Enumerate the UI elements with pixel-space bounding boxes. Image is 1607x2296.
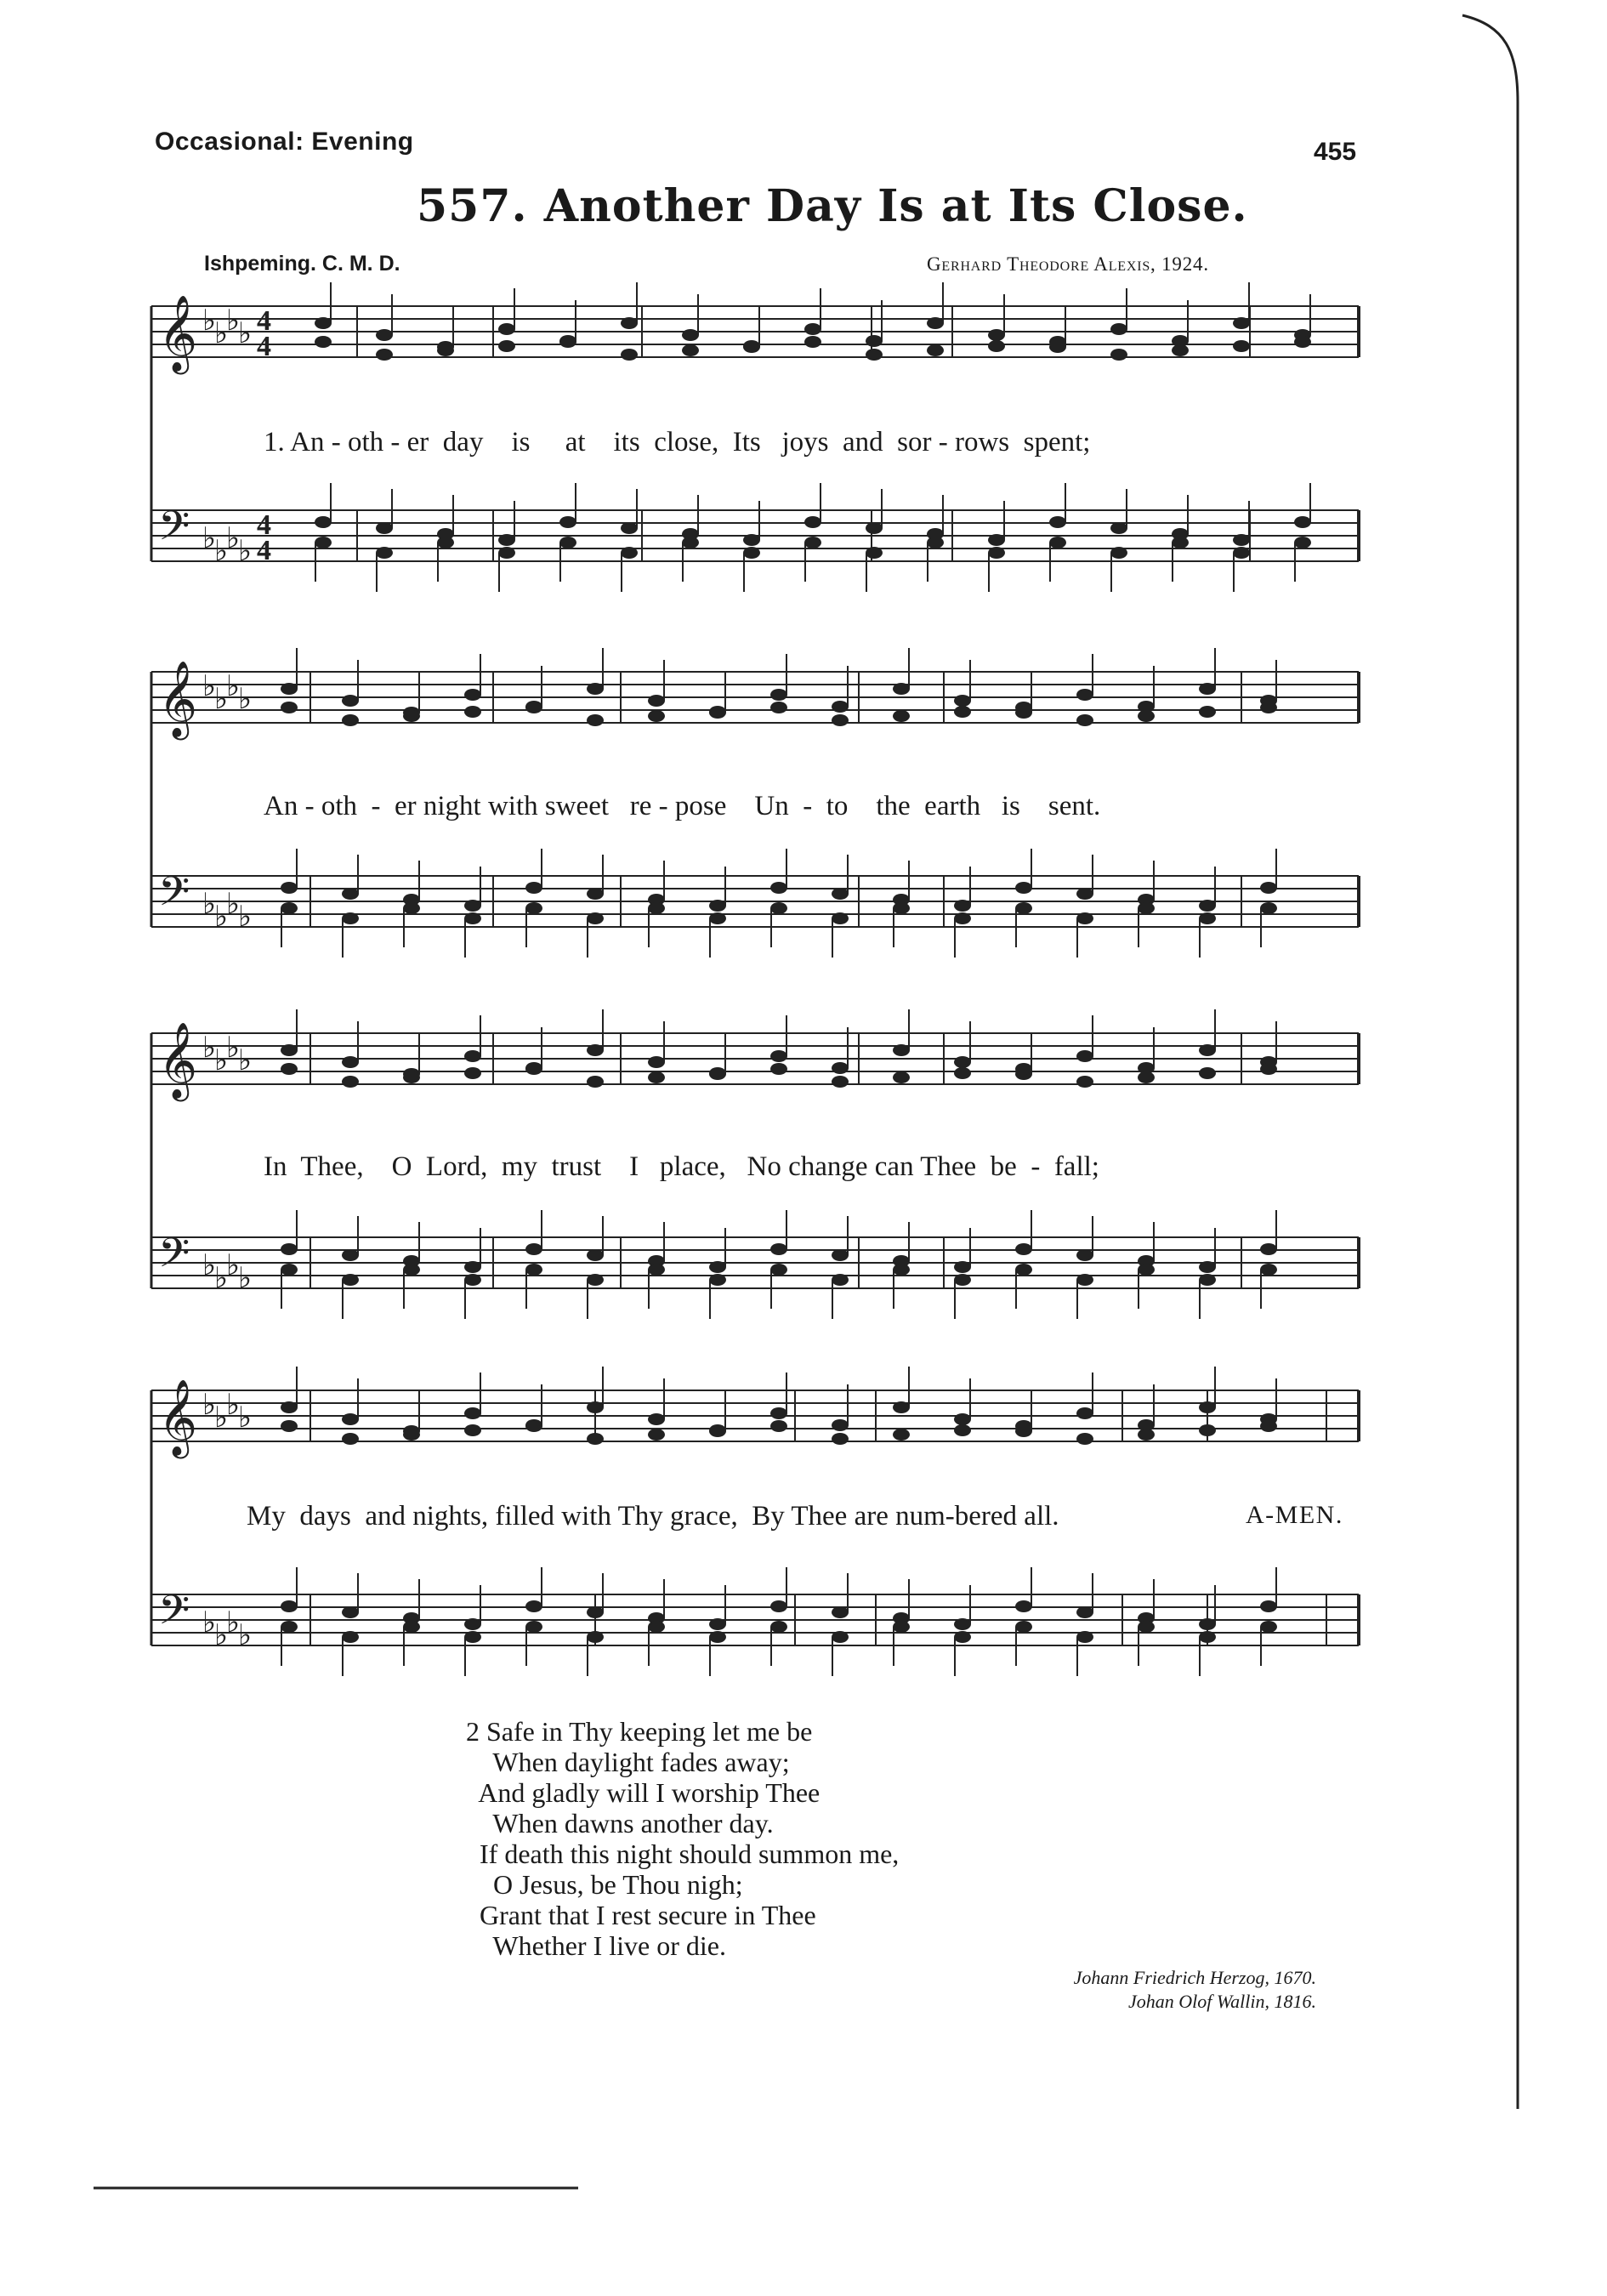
flat-icon: ♭ <box>202 669 217 703</box>
time-signature: 4 <box>257 509 271 541</box>
note-head <box>587 1631 604 1643</box>
note-head <box>1110 547 1127 559</box>
note-head <box>1199 900 1216 912</box>
flat-icon: ♭ <box>238 534 253 568</box>
note-head <box>587 888 604 900</box>
note-head <box>587 1274 604 1286</box>
flat-icon: ♭ <box>202 1605 217 1640</box>
flat-icon: ♭ <box>214 1618 229 1652</box>
note-head <box>587 683 604 695</box>
flat-icon: ♭ <box>214 1261 229 1295</box>
lyric-line-2: An - oth - er night with sweet re - pose Un - to the earth is sent. <box>264 791 1101 821</box>
note-head <box>281 1063 298 1075</box>
note-head <box>376 522 393 534</box>
hymn-title: 557. Another Day Is at Its Close. <box>417 180 1248 232</box>
note-head <box>1076 689 1093 701</box>
note-head <box>648 1264 665 1276</box>
note-head <box>437 537 454 548</box>
note-head <box>709 1424 726 1436</box>
note-head <box>1049 516 1066 528</box>
note-head <box>1076 1050 1093 1062</box>
note-head <box>770 1420 787 1432</box>
note-head <box>621 317 638 329</box>
note-head <box>621 349 638 361</box>
note-head <box>559 336 576 348</box>
note-head <box>587 1401 604 1413</box>
note-head <box>1110 323 1127 335</box>
note-head <box>498 323 515 335</box>
note-head <box>832 1419 849 1431</box>
page-edge <box>1462 15 1518 2109</box>
note-head <box>525 1243 542 1255</box>
note-head <box>403 1621 420 1633</box>
note-head <box>682 537 699 548</box>
tune-meter: Ishpeming. C. M. D. <box>204 252 400 276</box>
note-head <box>866 335 883 347</box>
note-head <box>832 1631 849 1643</box>
flat-icon: ♭ <box>214 900 229 934</box>
time-signature: 4 <box>257 535 271 566</box>
note-head <box>770 702 787 713</box>
note-head <box>403 710 420 722</box>
bass-clef-icon: 𝄢 <box>158 867 190 925</box>
note-head <box>1076 1433 1093 1445</box>
note-head <box>342 888 359 900</box>
flat-icon: ♭ <box>202 304 217 338</box>
note-head <box>498 534 515 546</box>
note-head <box>525 1264 542 1276</box>
note-head <box>927 317 944 329</box>
note-head <box>893 1044 910 1056</box>
note-head <box>988 340 1005 352</box>
note-head <box>743 547 760 559</box>
note-head <box>342 1056 359 1068</box>
note-head <box>1076 1274 1093 1286</box>
note-head <box>464 912 481 924</box>
note-head <box>498 547 515 559</box>
note-head <box>464 1407 481 1419</box>
note-head <box>893 1429 910 1441</box>
flat-icon: ♭ <box>214 1401 229 1435</box>
flat-icon: ♭ <box>202 1031 217 1065</box>
page-number: 455 <box>1314 138 1357 166</box>
note-head <box>648 710 665 722</box>
note-head <box>498 340 515 352</box>
note-head <box>804 323 821 335</box>
author-credit: Johann Friedrich Herzog, 1670. <box>1073 1967 1316 1988</box>
note-head <box>1199 1618 1216 1630</box>
note-head <box>648 1071 665 1083</box>
note-head <box>893 1401 910 1413</box>
note-head <box>1138 1429 1155 1441</box>
note-head <box>832 701 849 713</box>
note-head <box>464 1067 481 1079</box>
note-head <box>376 547 393 559</box>
note-head <box>376 329 393 341</box>
note-head <box>1076 714 1093 726</box>
composer-credit: Gerhard Theodore Alexis, 1924. <box>927 253 1209 275</box>
note-head <box>315 516 332 528</box>
note-head <box>1015 1621 1032 1633</box>
note-head <box>1138 1621 1155 1633</box>
note-head <box>893 902 910 914</box>
note-head <box>709 900 726 912</box>
note-head <box>1199 1044 1216 1056</box>
note-head <box>342 695 359 707</box>
note-head <box>464 1424 481 1436</box>
note-head <box>1294 537 1311 548</box>
flat-icon: ♭ <box>238 900 253 934</box>
note-head <box>709 912 726 924</box>
note-head <box>281 902 298 914</box>
note-head <box>1260 1264 1277 1276</box>
note-head <box>770 1621 787 1633</box>
note-head <box>1199 912 1216 924</box>
note-head <box>403 1264 420 1276</box>
flat-icon: ♭ <box>238 1401 253 1435</box>
note-head <box>281 1621 298 1633</box>
note-head <box>587 912 604 924</box>
note-head <box>281 1243 298 1255</box>
note-head <box>1260 1243 1277 1255</box>
note-head <box>770 1050 787 1062</box>
note-head <box>648 1429 665 1441</box>
note-head <box>832 1076 849 1088</box>
amen-label: A-MEN. <box>1246 1501 1343 1529</box>
note-head <box>1015 1243 1032 1255</box>
stanza-2 <box>466 1716 899 1961</box>
note-head <box>621 547 638 559</box>
flat-icon: ♭ <box>202 1248 217 1282</box>
note-head <box>587 1606 604 1618</box>
note-head <box>403 902 420 914</box>
note-head <box>709 1261 726 1273</box>
note-head <box>709 1067 726 1079</box>
treble-clef-icon: 𝄞 <box>158 295 198 372</box>
note-head <box>866 547 883 559</box>
flat-icon: ♭ <box>202 887 217 921</box>
note-head <box>709 706 726 718</box>
note-head <box>893 1264 910 1276</box>
note-head <box>648 1621 665 1633</box>
note-head <box>1138 1071 1155 1083</box>
note-head <box>709 1274 726 1286</box>
note-head <box>1233 547 1250 559</box>
note-head <box>804 516 821 528</box>
note-head <box>1260 1621 1277 1633</box>
note-head <box>1076 912 1093 924</box>
note-head <box>525 902 542 914</box>
bass-clef-icon: 𝄢 <box>158 502 190 560</box>
flat-icon: ♭ <box>238 1618 253 1652</box>
note-head <box>464 1274 481 1286</box>
note-head <box>281 1401 298 1413</box>
note-head <box>464 900 481 912</box>
note-head <box>559 516 576 528</box>
flat-icon: ♭ <box>226 521 241 555</box>
note-head <box>954 706 971 718</box>
flat-icon: ♭ <box>214 682 229 716</box>
note-head <box>281 683 298 695</box>
note-head <box>648 902 665 914</box>
treble-clef-icon: 𝄞 <box>158 661 198 737</box>
note-head <box>832 912 849 924</box>
translator-credit: Johan Olof Wallin, 1816. <box>1127 1991 1316 2012</box>
note-head <box>525 1600 542 1612</box>
note-head <box>1260 702 1277 713</box>
note-head <box>342 1433 359 1445</box>
note-head <box>1199 683 1216 695</box>
note-head <box>587 714 604 726</box>
note-head <box>281 702 298 713</box>
note-head <box>1015 1420 1032 1432</box>
note-head <box>804 537 821 548</box>
note-head <box>281 1600 298 1612</box>
note-head <box>1199 1631 1216 1643</box>
note-head <box>1076 1606 1093 1618</box>
note-head <box>281 1420 298 1432</box>
note-head <box>281 1264 298 1276</box>
note-head <box>954 1424 971 1436</box>
note-head <box>559 537 576 548</box>
flat-icon: ♭ <box>202 1388 217 1422</box>
note-head <box>832 1606 849 1618</box>
note-head <box>1015 902 1032 914</box>
note-head <box>342 1274 359 1286</box>
note-head <box>1076 1249 1093 1261</box>
flat-icon: ♭ <box>238 1261 253 1295</box>
flat-icon: ♭ <box>226 1248 241 1282</box>
note-head <box>832 1433 849 1445</box>
note-head <box>770 1243 787 1255</box>
note-head <box>770 1063 787 1075</box>
note-head <box>682 329 699 341</box>
note-head <box>1138 1264 1155 1276</box>
note-head <box>587 1433 604 1445</box>
note-head <box>342 912 359 924</box>
note-head <box>832 1249 849 1261</box>
note-head <box>464 706 481 718</box>
note-head <box>1294 516 1311 528</box>
note-head <box>1233 534 1250 546</box>
note-head <box>1015 1600 1032 1612</box>
note-head <box>648 695 665 707</box>
note-head <box>954 695 971 707</box>
note-head <box>1172 537 1189 548</box>
section-heading: Occasional: Evening <box>155 128 414 156</box>
flat-icon: ♭ <box>238 1043 253 1077</box>
time-signature: 4 <box>257 305 271 337</box>
note-head <box>464 689 481 701</box>
lyric-line-3: In Thee, O Lord, my trust I place, No change can Thee be - fall; <box>264 1151 1099 1182</box>
note-head <box>709 1618 726 1630</box>
note-head <box>1260 902 1277 914</box>
note-head <box>927 344 944 356</box>
note-head <box>1049 537 1066 548</box>
note-head <box>342 1631 359 1643</box>
note-head <box>403 1071 420 1083</box>
treble-clef-icon: 𝄞 <box>158 1379 198 1456</box>
flat-icon: ♭ <box>214 316 229 350</box>
flat-icon: ♭ <box>226 1031 241 1065</box>
note-head <box>1233 317 1250 329</box>
flat-icon: ♭ <box>238 682 253 716</box>
note-head <box>315 317 332 329</box>
note-head <box>954 1261 971 1273</box>
note-head <box>988 329 1005 341</box>
note-head <box>743 340 760 352</box>
note-head <box>832 1062 849 1074</box>
note-head <box>1015 1264 1032 1276</box>
note-head <box>893 1071 910 1083</box>
note-head <box>832 888 849 900</box>
bass-clef-icon: 𝄢 <box>158 1229 190 1287</box>
note-head <box>709 1631 726 1643</box>
note-head <box>1076 888 1093 900</box>
note-head <box>927 537 944 548</box>
note-head <box>1260 1063 1277 1075</box>
note-head <box>1015 1063 1032 1075</box>
note-head <box>1172 344 1189 356</box>
time-signature: 4 <box>257 331 271 362</box>
note-head <box>866 522 883 534</box>
note-head <box>770 689 787 701</box>
note-head <box>315 537 332 548</box>
note-head <box>1260 882 1277 894</box>
flat-icon: ♭ <box>226 669 241 703</box>
note-head <box>281 882 298 894</box>
stanza-line: Grant that I rest secure in Thee <box>466 1900 816 1930</box>
note-head <box>954 1067 971 1079</box>
flat-icon: ♭ <box>226 887 241 921</box>
note-head <box>281 1044 298 1056</box>
note-head <box>893 710 910 722</box>
note-head <box>1076 1631 1093 1643</box>
stanza-line: O Jesus, be Thou nigh; <box>466 1869 743 1900</box>
note-head <box>1076 1407 1093 1419</box>
flat-icon: ♭ <box>214 1043 229 1077</box>
note-head <box>832 1274 849 1286</box>
note-head <box>954 912 971 924</box>
note-head <box>525 1063 542 1075</box>
note-head <box>525 702 542 713</box>
note-head <box>893 683 910 695</box>
note-head <box>866 349 883 361</box>
note-head <box>893 1621 910 1633</box>
note-head <box>1015 702 1032 713</box>
note-head <box>1049 336 1066 348</box>
note-head <box>587 1249 604 1261</box>
bass-clef-icon: 𝄢 <box>158 1586 190 1644</box>
flat-icon: ♭ <box>226 1388 241 1422</box>
flat-icon: ♭ <box>202 521 217 555</box>
note-head <box>525 1420 542 1432</box>
note-head <box>1199 1424 1216 1436</box>
note-head <box>954 1056 971 1068</box>
note-head <box>770 1600 787 1612</box>
note-head <box>403 1429 420 1441</box>
stanza-line: If death this night should summon me, <box>466 1839 900 1869</box>
note-head <box>525 1621 542 1633</box>
note-head <box>621 522 638 534</box>
note-head <box>743 534 760 546</box>
note-head <box>1015 882 1032 894</box>
note-head <box>770 882 787 894</box>
note-head <box>682 344 699 356</box>
note-head <box>648 1056 665 1068</box>
note-head <box>464 1631 481 1643</box>
note-head <box>342 1413 359 1425</box>
note-head <box>770 1264 787 1276</box>
note-head <box>464 1050 481 1062</box>
note-head <box>988 534 1005 546</box>
note-head <box>1199 1274 1216 1286</box>
note-head <box>376 349 393 361</box>
flat-icon: ♭ <box>214 534 229 568</box>
lyric-line-1: 1. An - oth - er day is at its close, Its joys and sor - rows spent; <box>264 427 1091 457</box>
note-head <box>648 1413 665 1425</box>
note-head <box>464 1261 481 1273</box>
note-head <box>1260 1600 1277 1612</box>
note-head <box>832 714 849 726</box>
flat-icon: ♭ <box>238 316 253 350</box>
note-head <box>1110 522 1127 534</box>
note-head <box>525 882 542 894</box>
note-head <box>1199 706 1216 718</box>
note-head <box>587 1076 604 1088</box>
note-head <box>1294 336 1311 348</box>
note-head <box>954 1413 971 1425</box>
note-head <box>1076 1076 1093 1088</box>
stanza-line: When daylight fades away; <box>466 1747 790 1777</box>
note-head <box>1199 1261 1216 1273</box>
flat-icon: ♭ <box>226 304 241 338</box>
note-head <box>954 1631 971 1643</box>
note-head <box>1199 1067 1216 1079</box>
note-head <box>954 1618 971 1630</box>
note-head <box>988 547 1005 559</box>
stanza-line: Whether I live or die. <box>466 1930 726 1961</box>
note-head <box>437 344 454 356</box>
note-head <box>342 1606 359 1618</box>
note-head <box>770 1407 787 1419</box>
note-head <box>954 900 971 912</box>
note-head <box>464 1618 481 1630</box>
note-head <box>342 1249 359 1261</box>
note-head <box>315 336 332 348</box>
note-head <box>1233 340 1250 352</box>
note-head <box>954 1274 971 1286</box>
stanza-line: When dawns another day. <box>466 1808 774 1839</box>
note-head <box>804 336 821 348</box>
note-head <box>342 1076 359 1088</box>
stanza-line: And gladly will I worship Thee <box>466 1777 821 1808</box>
note-head <box>1138 710 1155 722</box>
note-head <box>342 714 359 726</box>
note-head <box>1110 349 1127 361</box>
lyric-line-4: My days and nights, filled with Thy grace, By Thee are num-bered all. <box>247 1501 1059 1532</box>
note-head <box>1260 1420 1277 1432</box>
text-credits <box>884 1966 1316 2014</box>
note-head <box>770 902 787 914</box>
treble-clef-icon: 𝄞 <box>158 1022 198 1099</box>
note-head <box>1199 1401 1216 1413</box>
note-head <box>587 1044 604 1056</box>
flat-icon: ♭ <box>226 1605 241 1640</box>
stanza-line: 2 Safe in Thy keeping let me be <box>466 1716 813 1747</box>
note-head <box>1138 902 1155 914</box>
